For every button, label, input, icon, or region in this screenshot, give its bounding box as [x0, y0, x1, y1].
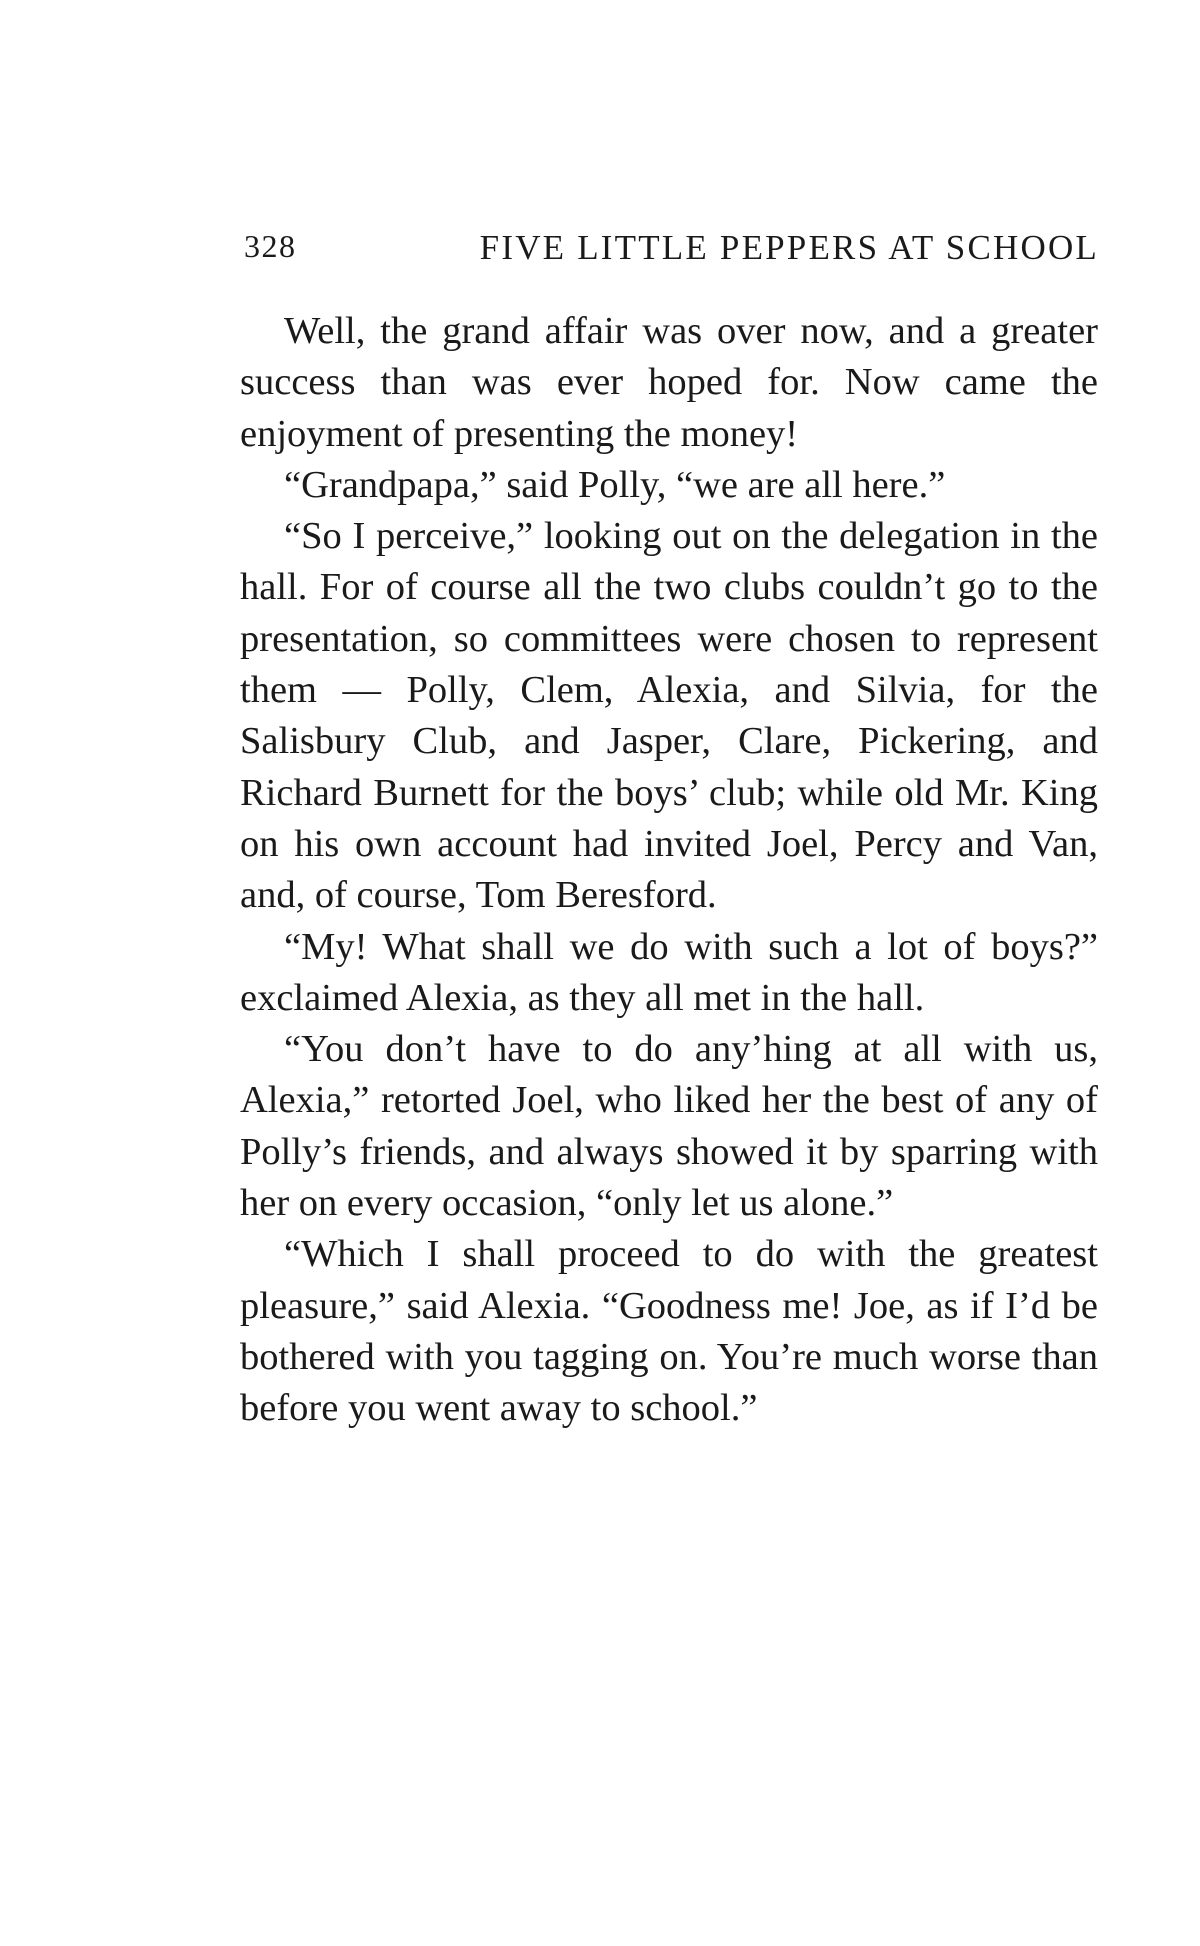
page-number: 328 [244, 228, 297, 264]
book-title: FIVE LITTLE PEPPERS AT SCHOOL [479, 228, 1099, 267]
running-head [244, 228, 1099, 274]
paragraph: “Which I shall proceed to do with the greatest pleasure,” said Alexia. “Goodness me! Joe, as if I’d be bothered with you tagging on. You’re much worse than before you went away to school.” [240, 1233, 1098, 1430]
paragraph: “You don’t have to do any’hing at all with us, Alexia,” retorted Joel, who liked her the best of any of Polly’s friends, and always showed it by sparring with her on every occasion, “only let us alone.” [240, 1028, 1098, 1225]
paragraph: “My! What shall we do with such a lot of boys?” exclaimed Alexia, as they all met in the hall. [240, 925, 1098, 1019]
paragraph: “Grandpapa,” said Polly, “we are all here.” [284, 463, 946, 506]
paragraph: “So I perceive,” looking out on the delegation in the hall. For of course all the two clubs couldn’t go to the presentation, so committees were chosen to represent them — Polly, Clem, Alexia, and Silvia, for the Salisbury Club, and Jasper, Clare, Pickering, and Richard Burnett for the boys’ club; while old Mr. King on his own account had invited Joel, Percy and Van, and, of course, Tom Beresford. [240, 515, 1098, 917]
paragraph: Well, the grand affair was over now, and a greater success than was ever hoped for. Now came the enjoyment of presenting the money! [240, 310, 1098, 455]
body-text [240, 306, 1098, 1435]
